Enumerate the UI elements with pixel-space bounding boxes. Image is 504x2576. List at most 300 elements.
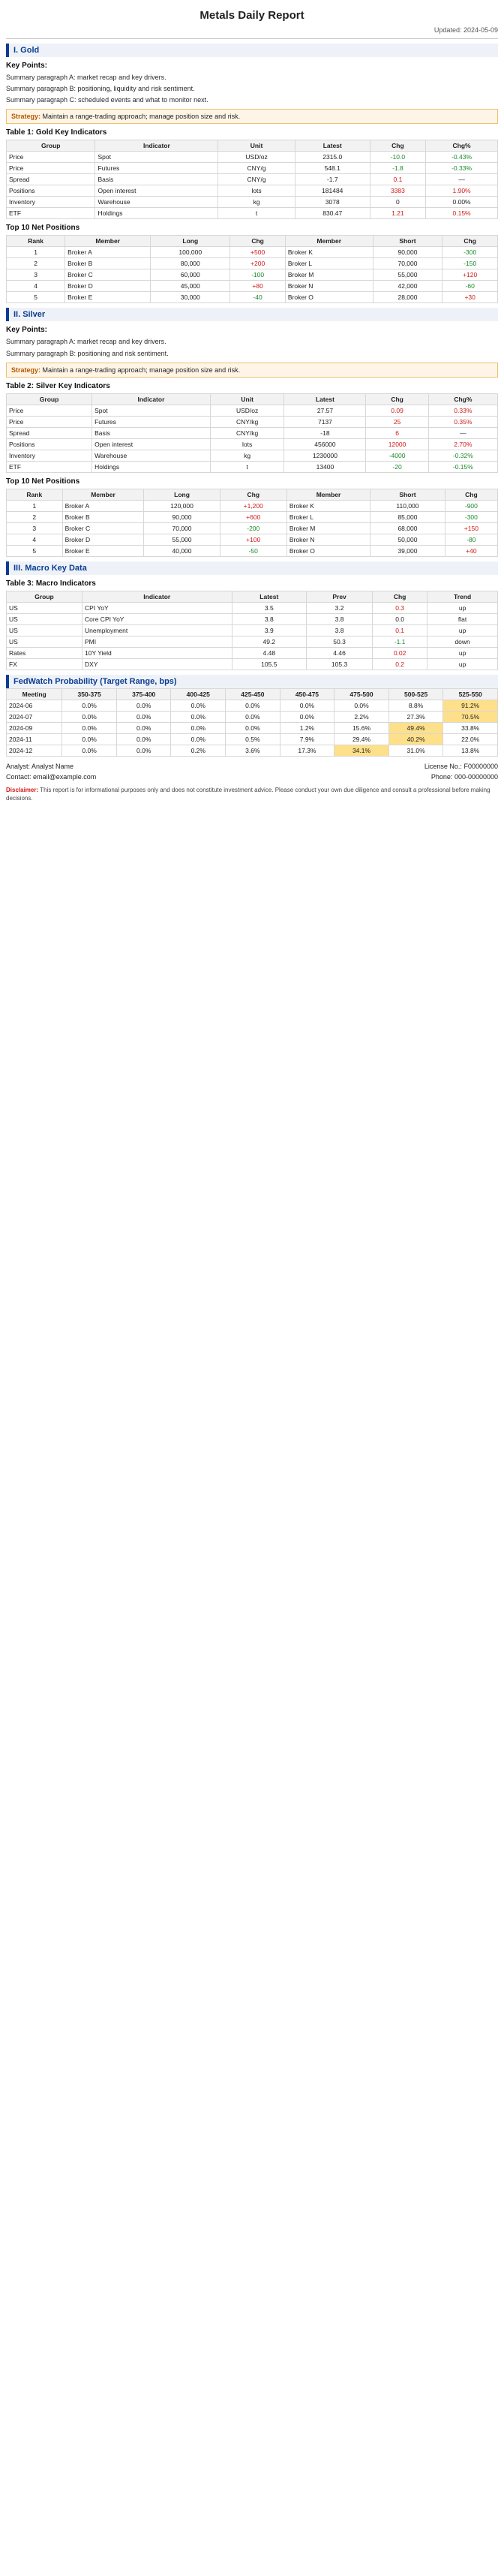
- gold-cell: -0.43%: [426, 152, 498, 163]
- silver-top-cell: 40,000: [144, 545, 220, 556]
- fed-cell: 2024-06: [7, 700, 62, 711]
- fed-cell: 2024-09: [7, 722, 62, 733]
- fed-cell: 2024-07: [7, 711, 62, 722]
- silver-th: Chg: [366, 393, 428, 405]
- gold-top-cell: Broker B: [65, 258, 151, 269]
- silver-title: II. Silver: [6, 308, 498, 321]
- silver-cell: 1230000: [284, 450, 366, 461]
- silver-top-cell: 85,000: [370, 511, 446, 522]
- report-updated: Updated: 2024-05-09: [434, 26, 498, 34]
- macro-row: [7, 602, 498, 613]
- silver-cell: Warehouse: [92, 450, 211, 461]
- macro-cell: down: [428, 636, 498, 647]
- gold-cell: 1.21: [370, 208, 425, 219]
- fed-cell: 40.2%: [388, 733, 443, 745]
- silver-top-th: Member: [286, 489, 370, 500]
- gold-cell: 0.1: [370, 174, 425, 185]
- section-fedwatch: [6, 675, 498, 757]
- gold-row: [7, 208, 498, 219]
- gold-top-cell: -100: [230, 269, 286, 281]
- fed-cell: 0.0%: [171, 733, 226, 745]
- silver-cell: 0.09: [366, 405, 428, 416]
- macro-cell: 3.9: [232, 624, 307, 636]
- gold-top-cell: -60: [442, 281, 498, 292]
- gold-top-row: [7, 258, 498, 269]
- silver-top-row: [7, 500, 498, 511]
- silver-cell: 0.33%: [428, 405, 497, 416]
- silver-top-th: Chg: [445, 489, 497, 500]
- fed-th: 500-525: [388, 688, 443, 700]
- macro-cell: flat: [428, 613, 498, 624]
- silver-subtitle: Key Points:: [6, 326, 48, 335]
- gold-top-cell: 5: [7, 292, 65, 303]
- analyst-label: Analyst:: [6, 762, 31, 770]
- macro-cell: DXY: [82, 658, 232, 670]
- silver-top-cell: -900: [445, 500, 497, 511]
- macro-cell: 0.3: [373, 602, 428, 613]
- fed-cell: 0.0%: [280, 700, 334, 711]
- silver-top-cell: Broker M: [286, 522, 370, 534]
- silver-view-text: Maintain a range-trading approach; manage position size and risk.: [42, 366, 241, 374]
- macro-cell: 10Y Yield: [82, 647, 232, 658]
- silver-top-cell: +100: [220, 534, 286, 545]
- macro-cell: 0.1: [373, 624, 428, 636]
- gold-top-cell: Broker E: [65, 292, 151, 303]
- gold-subtitle: Key Points:: [6, 62, 48, 70]
- section-silver: [6, 308, 498, 556]
- license-label: License No.:: [424, 762, 462, 770]
- fed-cell: 70.5%: [443, 711, 498, 722]
- gold-cell: 548.1: [295, 163, 370, 174]
- silver-view-label: Strategy:: [11, 366, 41, 374]
- silver-cell: Positions: [7, 438, 92, 450]
- fed-cell: 22.0%: [443, 733, 498, 745]
- silver-th: Indicator: [92, 393, 211, 405]
- macro-cell: PMI: [82, 636, 232, 647]
- silver-cell: 6: [366, 427, 428, 438]
- gold-cell: -1.7: [295, 174, 370, 185]
- fed-cell: 0.0%: [116, 733, 171, 745]
- gold-cell: ETF: [7, 208, 95, 219]
- fed-cell: 0.0%: [226, 722, 280, 733]
- silver-cell: CNY/kg: [210, 427, 284, 438]
- macro-row: [7, 624, 498, 636]
- macro-cell: up: [428, 647, 498, 658]
- silver-th: Unit: [210, 393, 284, 405]
- gold-th: Group: [7, 140, 95, 152]
- macro-title: III. Macro Key Data: [6, 561, 498, 575]
- silver-top-cell: -50: [220, 545, 286, 556]
- gold-top-th: Member: [65, 236, 151, 247]
- gold-table: [6, 140, 498, 219]
- silver-cell: 0.35%: [428, 416, 497, 427]
- silver-cell: 12000: [366, 438, 428, 450]
- gold-top-cell: Broker M: [285, 269, 373, 281]
- silver-cell: Price: [7, 416, 92, 427]
- gold-view-text: Maintain a range-trading approach; manage position size and risk.: [42, 113, 241, 121]
- silver-top-cell: Broker B: [62, 511, 144, 522]
- gold-row: [7, 163, 498, 174]
- gold-th: Unit: [218, 140, 295, 152]
- footer: [6, 761, 498, 803]
- silver-top-cell: 110,000: [370, 500, 446, 511]
- silver-cell: Open interest: [92, 438, 211, 450]
- macro-row: [7, 647, 498, 658]
- macro-cell: Rates: [7, 647, 82, 658]
- silver-cell: Spread: [7, 427, 92, 438]
- gold-cell: CNY/g: [218, 163, 295, 174]
- macro-cell: 0.0: [373, 613, 428, 624]
- fedwatch-table: [6, 688, 498, 757]
- fed-th: 425-450: [226, 688, 280, 700]
- silver-th: Latest: [284, 393, 366, 405]
- fed-row: [7, 733, 498, 745]
- fed-cell: 49.4%: [388, 722, 443, 733]
- silver-th: Group: [7, 393, 92, 405]
- gold-top-cell: +120: [442, 269, 498, 281]
- fed-cell: 0.0%: [62, 700, 117, 711]
- silver-top-cell: 39,000: [370, 545, 446, 556]
- gold-th: Latest: [295, 140, 370, 152]
- macro-row: [7, 658, 498, 670]
- silver-top-th: Chg: [220, 489, 286, 500]
- fed-cell: 3.6%: [226, 745, 280, 756]
- macro-cell: 3.2: [307, 602, 373, 613]
- silver-top-row: [7, 545, 498, 556]
- macro-cell: 3.8: [307, 613, 373, 624]
- fed-cell: 0.0%: [334, 700, 389, 711]
- gold-top-cell: 28,000: [373, 292, 442, 303]
- silver-top-cell: Broker C: [62, 522, 144, 534]
- fed-row: [7, 711, 498, 722]
- macro-cell: 3.8: [307, 624, 373, 636]
- silver-th: Chg%: [428, 393, 497, 405]
- gold-top-row: [7, 269, 498, 281]
- silver-top-th: Member: [62, 489, 144, 500]
- gold-top-th: Chg: [230, 236, 286, 247]
- silver-cell: -20: [366, 461, 428, 472]
- gold-view-label: Strategy:: [11, 113, 41, 121]
- macro-cell: CPI YoY: [82, 602, 232, 613]
- gold-top-cell: -150: [442, 258, 498, 269]
- macro-row: [7, 613, 498, 624]
- fed-cell: 27.3%: [388, 711, 443, 722]
- gold-cell: -1.8: [370, 163, 425, 174]
- silver-top-cell: -80: [445, 534, 497, 545]
- silver-top-cell: 70,000: [144, 522, 220, 534]
- macro-table-title: Table 3: Macro Indicators: [6, 579, 96, 588]
- gold-cell: Holdings: [95, 208, 218, 219]
- silver-top-th: Long: [144, 489, 220, 500]
- macro-cell: 0.02: [373, 647, 428, 658]
- fed-cell: 0.0%: [62, 711, 117, 722]
- gold-cell: Price: [7, 163, 95, 174]
- silver-top-cell: +600: [220, 511, 286, 522]
- silver-cell: -18: [284, 427, 366, 438]
- gold-top-cell: Broker A: [65, 247, 151, 258]
- gold-cell: USD/oz: [218, 152, 295, 163]
- gold-cell: kg: [218, 197, 295, 208]
- phone-label: Phone:: [430, 772, 453, 781]
- footer-phone: [431, 773, 498, 781]
- silver-top-cell: Broker K: [286, 500, 370, 511]
- gold-cell: 830.47: [295, 208, 370, 219]
- gold-paragraph: Summary paragraph A: market recap and key drivers.: [6, 74, 166, 81]
- gold-title: I. Gold: [6, 44, 498, 57]
- gold-top-cell: +80: [230, 281, 286, 292]
- footer-analyst: [6, 763, 74, 770]
- gold-top-cell: 100,000: [151, 247, 230, 258]
- silver-top-cell: 55,000: [144, 534, 220, 545]
- gold-top-cell: Broker L: [285, 258, 373, 269]
- silver-top-cell: 2: [7, 511, 63, 522]
- gold-cell: 0.00%: [426, 197, 498, 208]
- silver-cell: USD/oz: [210, 405, 284, 416]
- silver-cell: 27.57: [284, 405, 366, 416]
- gold-top-cell: -40: [230, 292, 286, 303]
- macro-cell: up: [428, 658, 498, 670]
- silver-cell: 456000: [284, 438, 366, 450]
- fed-cell: 91.2%: [443, 700, 498, 711]
- gold-row: [7, 185, 498, 197]
- fed-cell: 31.0%: [388, 745, 443, 756]
- gold-top-cell: Broker N: [285, 281, 373, 292]
- silver-cell: 2.70%: [428, 438, 497, 450]
- fed-cell: 2.2%: [334, 711, 389, 722]
- gold-th: Chg: [370, 140, 425, 152]
- silver-top-row: [7, 522, 498, 534]
- macro-th: Latest: [232, 591, 307, 602]
- silver-cell: lots: [210, 438, 284, 450]
- license-value: F00000000: [464, 762, 498, 770]
- gold-top-cell: 42,000: [373, 281, 442, 292]
- gold-cell: Futures: [95, 163, 218, 174]
- gold-cell: Spread: [7, 174, 95, 185]
- fed-cell: 7.9%: [280, 733, 334, 745]
- fed-cell: 0.0%: [62, 722, 117, 733]
- fed-cell: 0.0%: [171, 700, 226, 711]
- macro-cell: US: [7, 624, 82, 636]
- gold-cell: CNY/g: [218, 174, 295, 185]
- gold-cell: 3078: [295, 197, 370, 208]
- gold-top-cell: -300: [442, 247, 498, 258]
- silver-top-cell: +150: [445, 522, 497, 534]
- gold-top-cell: +30: [442, 292, 498, 303]
- silver-top-title: Top 10 Net Positions: [6, 477, 80, 486]
- fed-th: 525-550: [443, 688, 498, 700]
- macro-cell: 50.3: [307, 636, 373, 647]
- fed-cell: 0.0%: [280, 711, 334, 722]
- gold-th: Chg%: [426, 140, 498, 152]
- silver-top-th: Short: [370, 489, 446, 500]
- macro-table: [6, 591, 498, 670]
- silver-cell: CNY/kg: [210, 416, 284, 427]
- silver-top-th: Rank: [7, 489, 63, 500]
- silver-top-row: [7, 511, 498, 522]
- silver-cell: —: [428, 427, 497, 438]
- macro-cell: -1.1: [373, 636, 428, 647]
- gold-cell: lots: [218, 185, 295, 197]
- macro-cell: 105.3: [307, 658, 373, 670]
- fed-row: [7, 700, 498, 711]
- silver-row: [7, 405, 498, 416]
- gold-cell: -10.0: [370, 152, 425, 163]
- silver-cell: Basis: [92, 427, 211, 438]
- footer-license: [424, 763, 498, 770]
- analyst-name: Analyst Name: [32, 762, 74, 770]
- macro-cell: up: [428, 602, 498, 613]
- fed-cell: 0.0%: [171, 711, 226, 722]
- gold-cell: 1.90%: [426, 185, 498, 197]
- silver-top-cell: 3: [7, 522, 63, 534]
- fed-th: 400-425: [171, 688, 226, 700]
- silver-text: [6, 337, 498, 357]
- fed-cell: 0.0%: [116, 745, 171, 756]
- gold-row: [7, 174, 498, 185]
- silver-cell: Inventory: [7, 450, 92, 461]
- silver-top-table: [6, 489, 498, 557]
- gold-cell: Warehouse: [95, 197, 218, 208]
- fed-cell: 0.0%: [226, 711, 280, 722]
- footer-contact: [6, 773, 96, 781]
- section-macro: [6, 561, 498, 670]
- fed-cell: 8.8%: [388, 700, 443, 711]
- gold-top-cell: Broker O: [285, 292, 373, 303]
- macro-cell: 105.5: [232, 658, 307, 670]
- silver-top-cell: 90,000: [144, 511, 220, 522]
- silver-cell: kg: [210, 450, 284, 461]
- silver-row: [7, 438, 498, 450]
- gold-top-cell: Broker C: [65, 269, 151, 281]
- silver-row: [7, 416, 498, 427]
- silver-top-cell: +1,200: [220, 500, 286, 511]
- contact-label: Contact:: [6, 772, 32, 781]
- silver-top-cell: 5: [7, 545, 63, 556]
- silver-cell: -4000: [366, 450, 428, 461]
- silver-table-title: Table 2: Silver Key Indicators: [6, 381, 110, 390]
- fed-cell: 13.8%: [443, 745, 498, 756]
- macro-cell: US: [7, 613, 82, 624]
- gold-top-th: Rank: [7, 236, 65, 247]
- silver-top-cell: 68,000: [370, 522, 446, 534]
- fed-cell: 0.0%: [226, 700, 280, 711]
- silver-top-cell: 4: [7, 534, 63, 545]
- macro-cell: FX: [7, 658, 82, 670]
- gold-top-cell: +500: [230, 247, 286, 258]
- phone-value: 000-00000000: [454, 772, 498, 781]
- fed-th: Meeting: [7, 688, 62, 700]
- gold-top-cell: 90,000: [373, 247, 442, 258]
- fed-cell: 0.0%: [62, 745, 117, 756]
- silver-top-cell: Broker O: [286, 545, 370, 556]
- gold-top-cell: 80,000: [151, 258, 230, 269]
- gold-top-cell: 60,000: [151, 269, 230, 281]
- silver-top-cell: Broker E: [62, 545, 144, 556]
- silver-cell: Holdings: [92, 461, 211, 472]
- gold-cell: —: [426, 174, 498, 185]
- gold-top-cell: +200: [230, 258, 286, 269]
- macro-cell: 4.48: [232, 647, 307, 658]
- macro-cell: 3.5: [232, 602, 307, 613]
- gold-cell: Inventory: [7, 197, 95, 208]
- macro-th: Group: [7, 591, 82, 602]
- macro-cell: Unemployment: [82, 624, 232, 636]
- silver-cell: Spot: [92, 405, 211, 416]
- macro-cell: 0.2: [373, 658, 428, 670]
- macro-th: Trend: [428, 591, 498, 602]
- gold-top-cell: Broker D: [65, 281, 151, 292]
- fed-th: 450-475: [280, 688, 334, 700]
- macro-cell: US: [7, 602, 82, 613]
- gold-cell: 181484: [295, 185, 370, 197]
- disclaimer-label: Disclaimer:: [6, 786, 39, 793]
- silver-top-cell: -300: [445, 511, 497, 522]
- gold-cell: t: [218, 208, 295, 219]
- fed-cell: 0.0%: [116, 722, 171, 733]
- silver-cell: 7137: [284, 416, 366, 427]
- gold-view: [6, 109, 498, 124]
- silver-cell: Futures: [92, 416, 211, 427]
- fed-cell: 1.2%: [280, 722, 334, 733]
- gold-table-title: Table 1: Gold Key Indicators: [6, 128, 107, 137]
- fed-th: 375-400: [116, 688, 171, 700]
- fed-cell: 0.0%: [62, 733, 117, 745]
- fed-cell: 2024-12: [7, 745, 62, 756]
- silver-top-cell: Broker L: [286, 511, 370, 522]
- fed-cell: 0.0%: [171, 722, 226, 733]
- section-gold: [6, 44, 498, 303]
- gold-paragraph: Summary paragraph B: positioning, liquidity and risk sentiment.: [6, 85, 195, 93]
- macro-cell: up: [428, 624, 498, 636]
- gold-top-cell: Broker K: [285, 247, 373, 258]
- gold-top-th: Long: [151, 236, 230, 247]
- report-title: Metals Daily Report: [200, 9, 304, 22]
- gold-top-th: Chg: [442, 236, 498, 247]
- macro-cell: 4.46: [307, 647, 373, 658]
- silver-top-cell: 50,000: [370, 534, 446, 545]
- fed-row: [7, 722, 498, 733]
- gold-th: Indicator: [95, 140, 218, 152]
- silver-top-cell: +40: [445, 545, 497, 556]
- silver-top-cell: 1: [7, 500, 63, 511]
- fed-cell: 34.1%: [334, 745, 389, 756]
- silver-paragraph: Summary paragraph A: market recap and key drivers.: [6, 338, 166, 346]
- gold-top-cell: 1: [7, 247, 65, 258]
- silver-top-row: [7, 534, 498, 545]
- gold-top-row: [7, 281, 498, 292]
- gold-cell: -0.33%: [426, 163, 498, 174]
- macro-th: Prev: [307, 591, 373, 602]
- fed-cell: 0.0%: [116, 700, 171, 711]
- fed-cell: 33.8%: [443, 722, 498, 733]
- gold-top-cell: 30,000: [151, 292, 230, 303]
- gold-top-th: Short: [373, 236, 442, 247]
- silver-top-cell: 120,000: [144, 500, 220, 511]
- gold-row: [7, 152, 498, 163]
- gold-paragraph: Summary paragraph C: scheduled events and what to monitor next.: [6, 96, 208, 104]
- macro-cell: 49.2: [232, 636, 307, 647]
- gold-top-cell: 45,000: [151, 281, 230, 292]
- silver-cell: -0.32%: [428, 450, 497, 461]
- gold-cell: Basis: [95, 174, 218, 185]
- gold-top-row: [7, 247, 498, 258]
- fed-cell: 2024-11: [7, 733, 62, 745]
- fed-cell: 17.3%: [280, 745, 334, 756]
- gold-top-row: [7, 292, 498, 303]
- fed-cell: 29.4%: [334, 733, 389, 745]
- fed-row: [7, 745, 498, 756]
- gold-top-cell: 2: [7, 258, 65, 269]
